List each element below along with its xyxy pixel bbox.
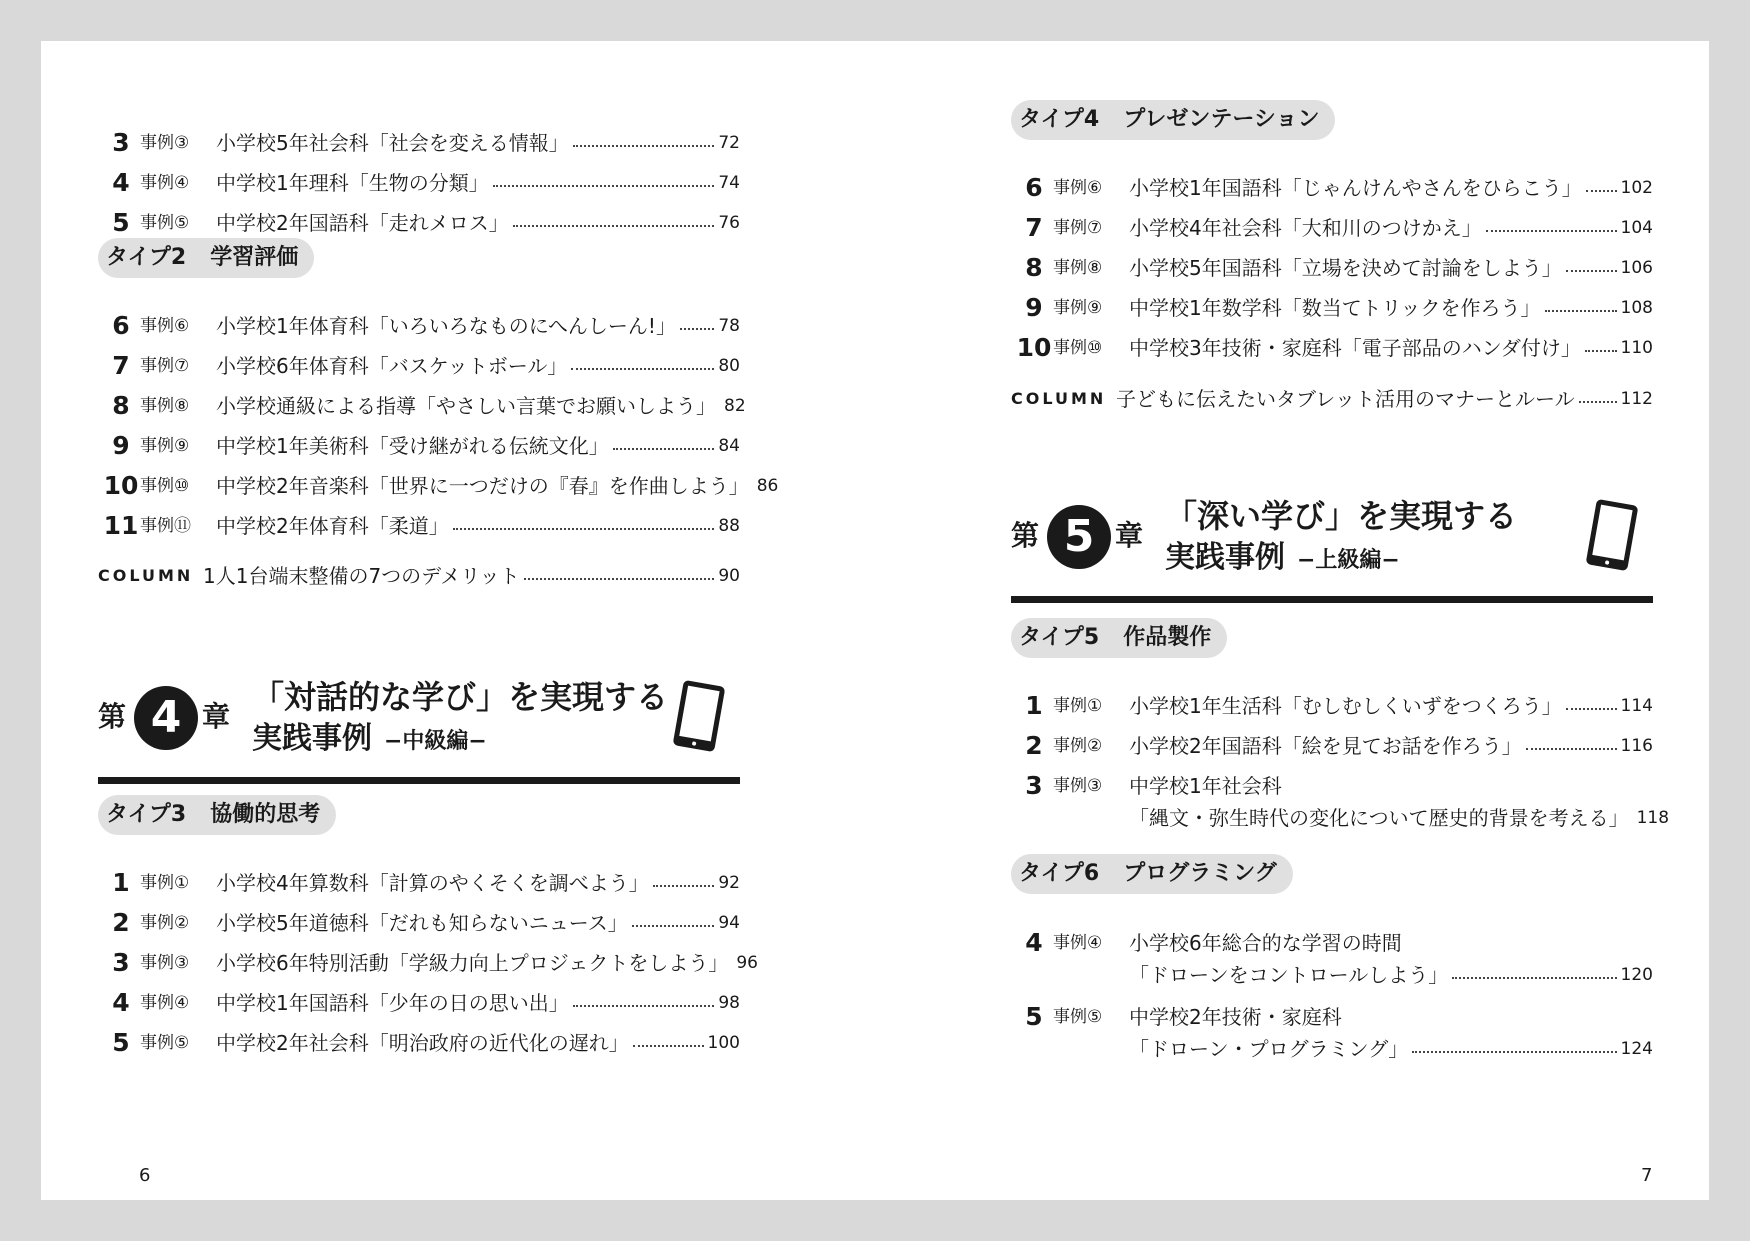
leader-dots (1585, 350, 1617, 352)
chapter-suffix: 章 (202, 700, 231, 733)
chapter-title: 「対話的な学び」を実現する (252, 678, 669, 716)
page-ref: 96 (736, 953, 758, 973)
toc-entry[interactable] (1011, 923, 1653, 995)
leader-dots (573, 145, 715, 147)
entry-number: 5 (112, 208, 130, 237)
type-heading (1011, 100, 1335, 140)
type-label: タイプ2 (106, 245, 187, 270)
entry-number: 6 (1025, 173, 1043, 202)
toc-entry[interactable] (98, 426, 740, 466)
page-ref: 84 (718, 436, 740, 456)
toc-entry[interactable] (1011, 328, 1653, 368)
entry-subject: 中学校1年社会科 (1129, 774, 1282, 798)
entry-number: 3 (112, 128, 130, 157)
type-heading (1011, 854, 1293, 894)
page-ref: 114 (1620, 696, 1653, 716)
case-label: 事例④ (140, 173, 190, 193)
leader-dots (1566, 708, 1617, 710)
page-ref: 118 (1636, 808, 1670, 828)
toc-entry[interactable] (98, 1023, 740, 1063)
leader-dots (1412, 1051, 1616, 1053)
leader-dots (1452, 977, 1616, 979)
toc-entry[interactable] (98, 203, 740, 243)
case-label: 事例③ (1053, 776, 1103, 796)
chapter-rule (1011, 596, 1653, 603)
toc-entry[interactable] (98, 386, 746, 426)
chapter-suffix: 章 (1115, 519, 1144, 552)
leader-dots (653, 885, 715, 887)
case-label: 事例⑤ (140, 1033, 190, 1053)
entry-number: 9 (112, 431, 130, 460)
case-label: 事例⑥ (1053, 178, 1103, 198)
page-ref: 108 (1620, 298, 1653, 318)
case-label: 事例③ (140, 133, 190, 153)
page-ref: 124 (1620, 1039, 1653, 1059)
entry-number: 5 (112, 1028, 130, 1057)
toc-entry[interactable] (98, 346, 740, 386)
page-ref: 82 (724, 396, 746, 416)
entry-number: 4 (112, 988, 130, 1017)
page-ref: 116 (1620, 736, 1653, 756)
entry-title: 小学校4年社会科「大和川のつけかえ」 (1129, 216, 1482, 240)
toc-entry[interactable] (98, 123, 740, 163)
chapter-rule (98, 777, 740, 784)
toc-entry[interactable] (98, 466, 779, 506)
leader-dots (680, 328, 714, 330)
entry-number: 3 (112, 948, 130, 977)
case-label: 事例⑦ (140, 356, 190, 376)
toc-entry[interactable] (1011, 997, 1653, 1069)
page-ref: 102 (1620, 178, 1653, 198)
entry-number: 1 (1025, 691, 1043, 720)
chapter-title: 「深い学び」を実現する (1165, 497, 1518, 535)
type-label: タイプ5 (1019, 625, 1100, 650)
entry-number: 9 (1025, 293, 1043, 322)
book-spread (41, 41, 1709, 1200)
chapter-heading (1011, 496, 1653, 606)
entry-title: 「ドローンをコントロールしよう」 (1129, 963, 1449, 987)
page-number: 7 (1641, 1165, 1653, 1186)
type-name: 協働的思考 (210, 802, 321, 827)
entry-title: 子どもに伝えたいタブレット活用のマナーとルール (1116, 387, 1575, 411)
entry-title: 中学校2年国語科「走れメロス」 (216, 211, 509, 235)
page-ref: 86 (756, 476, 779, 496)
leader-dots (524, 578, 715, 580)
page-ref: 110 (1620, 338, 1653, 358)
chapter-prefix: 第 (1011, 519, 1040, 552)
entry-number: 8 (112, 391, 130, 420)
toc-entry[interactable] (1011, 168, 1653, 208)
case-label: 事例① (1053, 696, 1103, 716)
entry-number: 4 (112, 168, 130, 197)
page-ref: 100 (707, 1033, 740, 1053)
entry-title: 中学校1年国語科「少年の日の思い出」 (216, 991, 569, 1015)
toc-entry[interactable] (1011, 726, 1653, 766)
entry-title: 中学校1年理科「生物の分類」 (216, 171, 489, 195)
type-name: プログラミング (1123, 861, 1277, 886)
case-label: 事例⑤ (140, 213, 190, 233)
leader-dots (1486, 230, 1617, 232)
entry-title: 1人1台端末整備の7つのデメリット (203, 564, 520, 588)
entry-subject: 小学校6年総合的な学習の時間 (1129, 931, 1402, 955)
entry-title: 中学校2年音楽科「世界に一つだけの『春』を作曲しよう」 (216, 474, 749, 498)
chapter-subtitle (252, 719, 487, 762)
column-label: COLUMN (1011, 389, 1107, 408)
entry-title: 中学校3年技術・家庭科「電子部品のハンダ付け」 (1129, 336, 1581, 360)
entry-subject: 中学校2年技術・家庭科 (1129, 1005, 1342, 1029)
page-ref: 98 (718, 993, 740, 1013)
entry-title: 小学校6年特別活動「学級力向上プロジェクトをしよう」 (216, 951, 729, 975)
toc-entry[interactable] (98, 506, 740, 546)
entry-title: 小学校5年社会科「社会を変える情報」 (216, 131, 569, 155)
entry-title: 小学校通級による指導「やさしい言葉でお願いしよう」 (216, 394, 716, 418)
entry-number: 8 (1025, 253, 1043, 282)
entry-title: 小学校5年国語科「立場を決めて討論をしよう」 (1129, 256, 1562, 280)
toc-entry[interactable] (1011, 288, 1653, 328)
page-ref: 90 (718, 566, 740, 586)
case-label: 事例⑧ (1053, 258, 1103, 278)
entry-title: 小学校6年体育科「バスケットボール」 (216, 354, 568, 378)
case-label: 事例⑥ (140, 316, 190, 336)
chapter-level: −中級編− (384, 729, 487, 754)
page-ref: 112 (1620, 389, 1653, 409)
case-label: 事例⑧ (140, 396, 190, 416)
case-label: 事例⑨ (1053, 298, 1103, 318)
entry-title: 中学校2年社会科「明治政府の近代化の遅れ」 (216, 1031, 629, 1055)
case-label: 事例① (140, 873, 190, 893)
entry-number: 10 (103, 471, 139, 500)
entry-title: 中学校1年数学科「数当てトリックを作ろう」 (1129, 296, 1541, 320)
type-heading (1011, 618, 1227, 658)
page-ref: 94 (718, 913, 740, 933)
toc-entry[interactable] (1011, 766, 1670, 838)
toc-entry[interactable] (1011, 208, 1653, 248)
toc-entry[interactable] (98, 163, 740, 203)
chapter-level: −上級編− (1297, 548, 1400, 573)
case-label: 事例④ (140, 993, 190, 1013)
page-ref: 72 (718, 133, 740, 153)
page-ref: 92 (718, 873, 740, 893)
page-ref: 120 (1620, 965, 1653, 985)
chapter-prefix: 第 (98, 700, 127, 733)
entry-number: 3 (1025, 771, 1043, 800)
tablet-icon (669, 677, 729, 755)
leader-dots (632, 925, 715, 927)
case-label: 事例④ (1053, 933, 1103, 953)
page-ref: 78 (718, 316, 740, 336)
chapter-subtitle-text: 実践事例 (252, 721, 372, 756)
leader-dots (571, 368, 714, 370)
leader-dots (1586, 190, 1617, 192)
entry-title: 「縄文・弥生時代の変化について歴史的背景を考える」 (1129, 806, 1629, 830)
entry-title: 「ドローン・プログラミング」 (1129, 1037, 1409, 1061)
leader-dots (1526, 748, 1617, 750)
page-number: 6 (139, 1165, 151, 1186)
entry-title: 小学校1年国語科「じゃんけんやさんをひらこう」 (1129, 176, 1582, 200)
page-ref: 80 (718, 356, 740, 376)
entry-title: 中学校1年美術科「受け継がれる伝統文化」 (216, 434, 609, 458)
case-label: 事例⑨ (140, 436, 190, 456)
toc-entry[interactable] (1011, 248, 1653, 288)
toc-entry[interactable] (1011, 686, 1653, 726)
type-name: 学習評価 (210, 245, 299, 270)
column-label: COLUMN (98, 566, 194, 585)
case-label: 事例③ (140, 953, 190, 973)
entry-title: 小学校1年体育科「いろいろなものにへんしーん!」 (216, 314, 676, 338)
chapter-heading (98, 677, 740, 787)
tablet-icon (1582, 496, 1642, 574)
page-ref: 76 (718, 213, 740, 233)
page-ref: 74 (718, 173, 740, 193)
entry-number: 7 (1025, 213, 1043, 242)
leader-dots (1566, 270, 1617, 272)
type-heading (98, 238, 314, 278)
chapter-subtitle-text: 実践事例 (1165, 540, 1285, 575)
leader-dots (493, 185, 715, 187)
leader-dots (1545, 310, 1617, 312)
toc-entry[interactable] (98, 306, 740, 346)
leader-dots (1579, 401, 1617, 403)
entry-number: 5 (1025, 1002, 1043, 1031)
case-label: 事例② (1053, 736, 1103, 756)
entry-number: 10 (1016, 333, 1052, 362)
leader-dots (513, 225, 715, 227)
entry-number: 1 (112, 868, 130, 897)
entry-number: 2 (1025, 731, 1043, 760)
column-entry[interactable] (98, 556, 740, 596)
leader-dots (613, 448, 715, 450)
type-heading (98, 795, 336, 835)
type-name: プレゼンテーション (1123, 107, 1320, 132)
entry-title: 小学校5年道徳科「だれも知らないニュース」 (216, 911, 628, 935)
chapter-number: 5 (1047, 505, 1111, 569)
entry-number: 4 (1025, 928, 1043, 957)
entry-number: 7 (112, 351, 130, 380)
column-entry[interactable] (1011, 379, 1653, 419)
case-label: 事例⑪ (140, 516, 191, 536)
toc-entry[interactable] (98, 943, 758, 983)
toc-entry[interactable] (98, 863, 740, 903)
entry-title: 小学校2年国語科「絵を見てお話を作ろう」 (1129, 734, 1522, 758)
case-label: 事例⑩ (140, 476, 190, 496)
entry-number: 11 (103, 511, 139, 540)
chapter-subtitle (1165, 538, 1400, 581)
type-label: タイプ3 (106, 802, 187, 827)
entry-number: 6 (112, 311, 130, 340)
case-label: 事例⑩ (1053, 338, 1103, 358)
case-label: 事例② (140, 913, 190, 933)
leader-dots (573, 1005, 715, 1007)
page-ref: 104 (1620, 218, 1653, 238)
case-label: 事例⑤ (1053, 1007, 1103, 1027)
leader-dots (453, 528, 715, 530)
leader-dots (633, 1045, 704, 1047)
toc-entry[interactable] (98, 983, 740, 1023)
toc-entry[interactable] (98, 903, 740, 943)
entry-title: 小学校4年算数科「計算のやくそくを調べよう」 (216, 871, 649, 895)
type-name: 作品製作 (1123, 625, 1212, 650)
entry-title: 中学校2年体育科「柔道」 (216, 514, 449, 538)
case-label: 事例⑦ (1053, 218, 1103, 238)
entry-number: 2 (112, 908, 130, 937)
page-ref: 88 (718, 516, 740, 536)
entry-title: 小学校1年生活科「むしむしくいずをつくろう」 (1129, 694, 1562, 718)
page-ref: 106 (1620, 258, 1653, 278)
type-label: タイプ6 (1019, 861, 1100, 886)
chapter-number: 4 (134, 686, 198, 750)
type-label: タイプ4 (1019, 107, 1100, 132)
